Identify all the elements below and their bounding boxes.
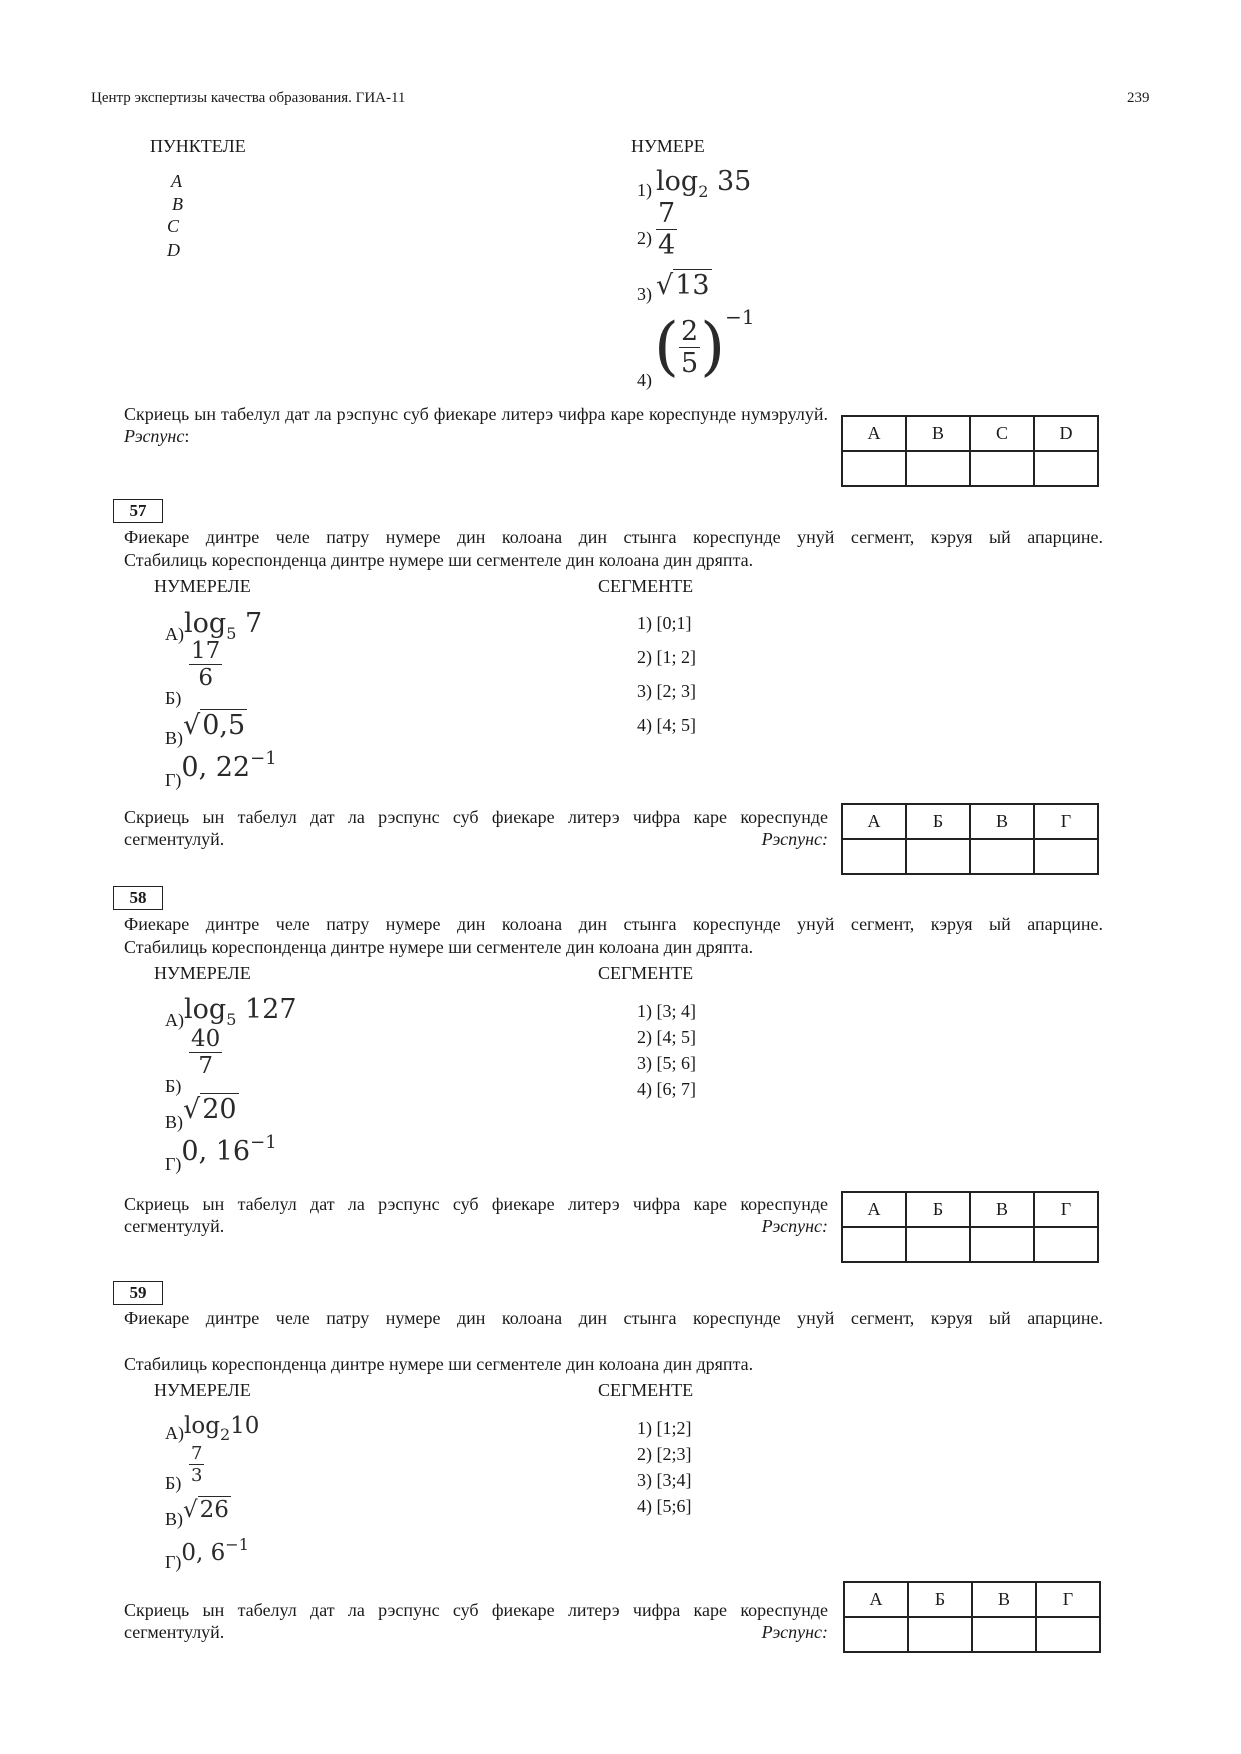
page-header-title: Центр экспертизы качества образования. ГИА-11 (91, 90, 406, 106)
task59-item-c: В)√26 (165, 1497, 229, 1529)
answer-header-b: Б (906, 804, 970, 839)
number-item-2 (637, 198, 677, 261)
fraction-expression: $\frac{7}{3}$ (191, 1443, 203, 1486)
task58-text-line1: Фиекаре динтре челе патру нумере дин колоана дин стынга кореспунде унуй сегмент, кэруя ый апарцине. (124, 914, 1103, 934)
answer-header-a: А (842, 804, 906, 839)
answer-header-b: B (906, 416, 970, 451)
fraction-expression: $\frac{17}{6}$ (191, 638, 221, 691)
task59-answer-table (843, 1581, 1101, 1653)
fraction-expression: $\frac{7}{4}$ (658, 198, 676, 261)
answer-header-v: В (970, 1192, 1034, 1227)
power-expression: 0, $16^{-1}$ (181, 1132, 277, 1167)
answer-header-a: А (842, 1192, 906, 1227)
answer-header-b: Б (908, 1582, 972, 1617)
task58-segment-3: 3) [5; 6] (637, 1053, 696, 1073)
answer-header-v: В (970, 804, 1034, 839)
task56-instruction: Скриець ын табелул дат ла рэспунс суб фиекаре литерэ чифра каре корeспунде нумэрулуй. Рэспунс: (124, 404, 828, 446)
answer-cell-g[interactable] (1036, 1617, 1100, 1652)
task59-number: 59 (113, 1281, 163, 1305)
answer-cell-b[interactable] (906, 451, 970, 486)
task58-answer-table (841, 1191, 1099, 1263)
answer-cell-d[interactable] (1034, 451, 1098, 486)
power-expression: 0, $6^{-1}$ (181, 1535, 249, 1566)
task57-text-line2: Стабилиць кореспонденца динтре нумере ши сегментеле дин колоана дин дряпта. (124, 550, 754, 570)
task59-segment-3: 3) [3;4] (637, 1470, 692, 1490)
task58-item-d: Г)0, $16^{-1}$ (165, 1132, 277, 1174)
task59-numbers-title: НУМЕРЕЛЕ (154, 1380, 251, 1400)
answer-header-a: A (842, 416, 906, 451)
task59-item-a: $А)\log_210$ (165, 1413, 260, 1444)
task58-numbers-title: НУМЕРЕЛЕ (154, 963, 251, 983)
sqrt-expression: √26 (183, 1497, 229, 1523)
task58-segment-4: 4) [6; 7] (637, 1079, 696, 1099)
answer-cell-a[interactable] (842, 451, 906, 486)
task59-segments-title: СЕГМЕНТЕ (598, 1380, 694, 1400)
task57-instruction: Скриець ын табелул дат ла рэспунс суб фиекаре литерэ чифра каре кореспунде сегментулуй. Рэспунс: (124, 807, 828, 849)
answer-header-a: А (844, 1582, 908, 1617)
task57-item-c: В)√0,5 (165, 710, 246, 748)
answer-header-d: D (1034, 416, 1098, 451)
task57-segment-2: 2) [1; 2] (637, 647, 696, 667)
answer-cell-b[interactable] (906, 839, 970, 874)
task57-text-line1: Фиекаре динтре челе патру нумере дин колоана дин стынга кореспунде унуй сегмент, кэруя ый апарцине. (124, 527, 1103, 547)
point-label-b: B (172, 194, 183, 214)
task58-item-c: В)√20 (165, 1094, 237, 1132)
power-fraction-expression: ( $\frac{2}{5}$ )−1 (654, 304, 755, 384)
answer-header-g: Г (1034, 1192, 1098, 1227)
answer-header-g: Г (1034, 804, 1098, 839)
task59-instruction: Скриець ын табелул дат ла рэспунс суб фиекаре литерэ чифра каре кореспунде сегментулуй. Рэспунс: (124, 1600, 828, 1642)
task57-segments-title: СЕГМЕНТЕ (598, 576, 694, 596)
task59-item-d: Г)0, $6^{-1}$ (165, 1535, 249, 1572)
task58-instruction: Скриець ын табелул дат ла рэспунс суб фиекаре литерэ чифра каре кореспунде сегментулуй. Рэспунс: (124, 1194, 828, 1236)
task59-segment-4: 4) [5;6] (637, 1496, 692, 1516)
answer-cell-v[interactable] (972, 1617, 1036, 1652)
item-label: 3) (637, 284, 652, 304)
answer-header-g: Г (1036, 1582, 1100, 1617)
task57-segment-3: 3) [2; 3] (637, 681, 696, 701)
power-expression: 0, $22^{-1}$ (181, 748, 277, 783)
points-column-title: ПУНКТЕЛЕ (150, 136, 246, 156)
answer-cell-b[interactable] (908, 1617, 972, 1652)
answer-header-b: Б (906, 1192, 970, 1227)
numbers-column-title: НУМЕРЕ (631, 136, 705, 156)
sqrt-expression: √20 (183, 1094, 237, 1125)
log-expression: $\log_210$ (184, 1413, 260, 1444)
answer-cell-g[interactable] (1034, 1227, 1098, 1262)
answer-cell-g[interactable] (1034, 839, 1098, 874)
answer-header-v: В (972, 1582, 1036, 1617)
log-expression: $\log_5 127$ (184, 994, 297, 1029)
task59-segment-1: 1) [1;2] (637, 1418, 692, 1438)
number-item-1 (637, 166, 752, 201)
task58-segment-2: 2) [4; 5] (637, 1027, 696, 1047)
task57-segment-1: 1) [0;1] (637, 613, 692, 633)
item-label: 4) (637, 370, 652, 390)
answer-cell-a[interactable] (842, 839, 906, 874)
answer-cell-v[interactable] (970, 839, 1034, 874)
task58-number: 58 (113, 886, 163, 910)
log-expression: $\log_2 35$ (656, 166, 752, 201)
item-label: 1) (637, 180, 652, 200)
task56-answer-table (841, 415, 1099, 487)
answer-cell-b[interactable] (906, 1227, 970, 1262)
answer-cell-v[interactable] (970, 1227, 1034, 1262)
fraction-expression: $\frac{40}{7}$ (191, 1026, 221, 1079)
task58-segments-title: СЕГМЕНТЕ (598, 963, 694, 983)
page-number: 239 (1127, 90, 1150, 106)
task57-item-a: $А)\log_5$ 7 (165, 608, 263, 644)
answer-cell-a[interactable] (842, 1227, 906, 1262)
number-item-3 (637, 270, 712, 304)
point-label-a: A (171, 171, 182, 191)
point-label-c: C (167, 216, 180, 236)
task58-segment-1: 1) [3; 4] (637, 1001, 696, 1021)
item-label: 2) (637, 228, 652, 248)
task57-numbers-title: НУМЕРЕЛЕ (154, 576, 251, 596)
task59-text-line1: Фиекаре динтре челе патру нумере дин колоана дин стынга кореспунде унуй сегмент, кэруя ый апарцине. (124, 1308, 1103, 1328)
answer-cell-a[interactable] (844, 1617, 908, 1652)
task57-number: 57 (113, 499, 163, 523)
log-expression: $\log_5 7$ (184, 608, 263, 643)
task58-text-line2: Стабилиць кореспонденца динтре нумере ши сегментеле дин колоана дин дряпта. (124, 937, 754, 957)
task57-answer-table (841, 803, 1099, 875)
task59-text-line2: Стабилиць кореспонденца динтре нумере ши сегментеле дин колоана дин дряпта. (124, 1354, 754, 1374)
point-label-d: D (167, 240, 180, 260)
answer-cell-c[interactable] (970, 451, 1034, 486)
sqrt-expression: √0,5 (183, 710, 246, 741)
answer-header-c: C (970, 416, 1034, 451)
task58-item-a: $А)\log_5$ 127 (165, 994, 297, 1030)
task59-segment-2: 2) [2;3] (637, 1444, 692, 1464)
task57-item-d: Г)0, $22^{-1}$ (165, 748, 277, 790)
task57-segment-4: 4) [4; 5] (637, 715, 696, 735)
sqrt-expression: √13 (656, 270, 710, 301)
